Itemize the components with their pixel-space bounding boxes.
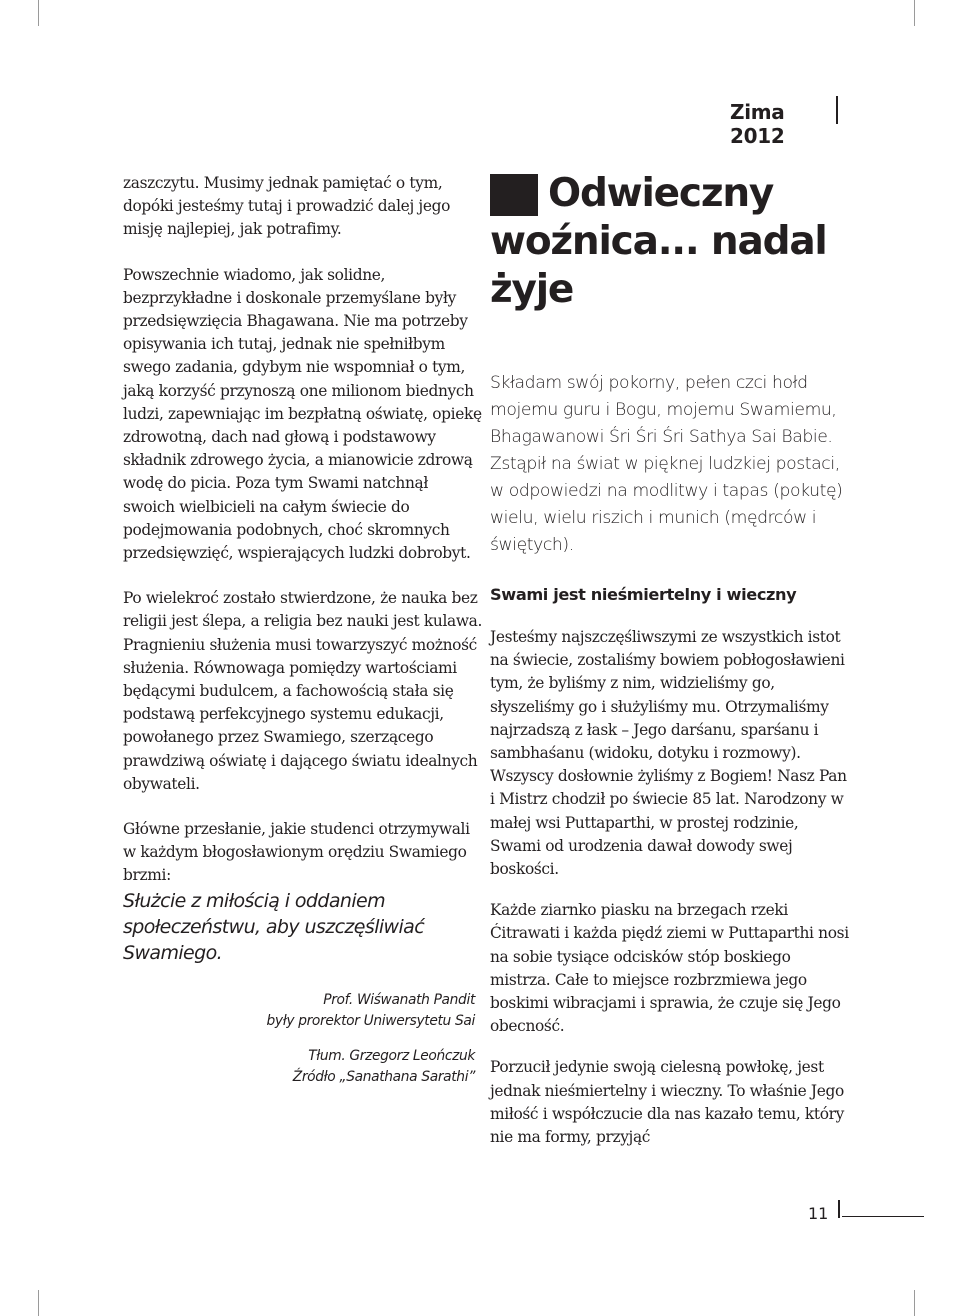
paragraph: zaszczytu. Musimy jednak pamiętać o tym, dopóki jesteśmy tutaj i prowadzić dalej jego misję najlepiej, jak potrafimy.	[123, 174, 451, 239]
crop-mark-bottom-right	[914, 1290, 915, 1316]
paragraph: Główne przesłanie, jakie studenci otrzymywali w każdym błogosławionym orędziu Swamiego brzmi:	[123, 820, 470, 885]
header-rule	[836, 96, 838, 124]
paragraph: Po wielekroć zostało stwierdzone, że nauka bez religii jest ślepa, a religia bez nauki jest kulawa. Pragnieniu służenia musi towarzyszyć możność służenia. Równowaga pomiędzy wartościami będącymi budulcem, a fachowością stała się podstawą perfekcyjnego systemu edukacji, powołanego przez Swamiego, szerzącego prawdziwą oświatę i dającego światu idealnych obywateli.	[123, 589, 483, 793]
footer-rule	[842, 1216, 924, 1217]
page-number: 11	[808, 1204, 829, 1223]
quote: Służcie z miłością i oddaniem społeczeństwu, aby uszczęśliwiać Swamiego.	[123, 889, 425, 964]
title-line: Odwieczny	[548, 171, 774, 216]
crop-mark-top-left	[38, 0, 39, 26]
author-credit	[123, 990, 475, 1032]
paragraph: Jesteśmy najszczęśliwszymi ze wszystkich istot na świecie, zostaliśmy bowiem pobłogosławieni tym, że byliśmy z nim, widzieliśmy go, słyszeliśmy go i służyliśmy mu. Otrzymaliśmy najrzadszą z łask – Jego darśanu, sparśanu i sambhaśanu (widoku, dotyku i rozmowy). Wszyscy dosłownie żyliśmy z Bogiem! Nasz Pan i Mistrz chodził po świecie 85 lat. Narodzony w małej wsi Puttaparthi, w prostej rodzinie, Swami od urodzenia dawał dowody swej boskości.	[490, 628, 847, 879]
author-role: były prorektor Uniwersytetu Sai	[266, 1012, 475, 1029]
footer-vertical-rule	[838, 1200, 840, 1218]
paragraph: Porzucił jedynie swoją cielesną powłokę, jest jednak nieśmiertelny i wieczny. To właśnie Jego miłość i współczucie dla nas kazało temu, który nie ma formy, przyjąć	[490, 1058, 844, 1147]
lead-paragraph: Składam swój pokorny, pełen czci hołd mojemu guru i Bogu, mojemu Swamiemu, Bhagawanowi Śri Śri Śri Sathya Sai Babie. Zstąpił na świat w pięknej ludzkiej postaci, w odpowiedzi na modlitwy i tapas (pokutę) wielu, wielu riszich i munich (mędrców i świętych).	[490, 373, 843, 555]
paragraph: Każde ziarnko piasku na brzegach rzeki Ćitrawati i każda piędź ziemi w Puttaparthi nosi na sobie tysiące odcisków stóp boskiego mistrza. Całe to miejsce rozbrzmiewa jego boskimi wibracjami i sprawia, że czuje się Jego obecność.	[490, 901, 849, 1036]
title-line: woźnica... nadal	[490, 219, 827, 264]
paragraph: Powszechnie wiadomo, jak solidne, bezprzykładne i doskonale przemyślane były przedsięwzięcia Bhagawana. Nie ma potrzeby opisywania ich tutaj, jednak nie spełniłbym swego zadania, gdybym nie wspomniał o tym, jaką korzyść przynoszą one milionom biednych ludzi, zapewniając im bezpłatną oświatę, opiekę zdrowotną, dach nad głową i podstawowy składnik zdrowego życia, a mianowicie zdrową wodę do picia. Poza tym Swami natchnął swoich wielbicieli na całym świecie do podejmowania podobnych, choć skromnych przedsięwzięć, wspierających ludzki dobrobyt.	[123, 265, 482, 563]
right-column	[490, 170, 850, 1167]
crop-mark-top-right	[914, 0, 915, 26]
author-name: Prof. Wiśwanath Pandit	[323, 991, 475, 1008]
crop-mark-bottom-left	[38, 1290, 39, 1316]
title-square-marker	[490, 174, 538, 216]
article-title	[490, 170, 850, 314]
source-credit	[123, 1046, 475, 1088]
title-line: żyje	[490, 267, 574, 312]
subheading: Swami jest nieśmiertelny i wieczny	[490, 585, 797, 604]
issue-title: Zima 2012	[730, 100, 785, 148]
left-column	[123, 172, 483, 1088]
body-text	[490, 626, 850, 1149]
translator: Tłum. Grzegorz Leończuk	[308, 1047, 475, 1064]
source: Źródło „Sanathana Sarathi”	[292, 1068, 475, 1085]
